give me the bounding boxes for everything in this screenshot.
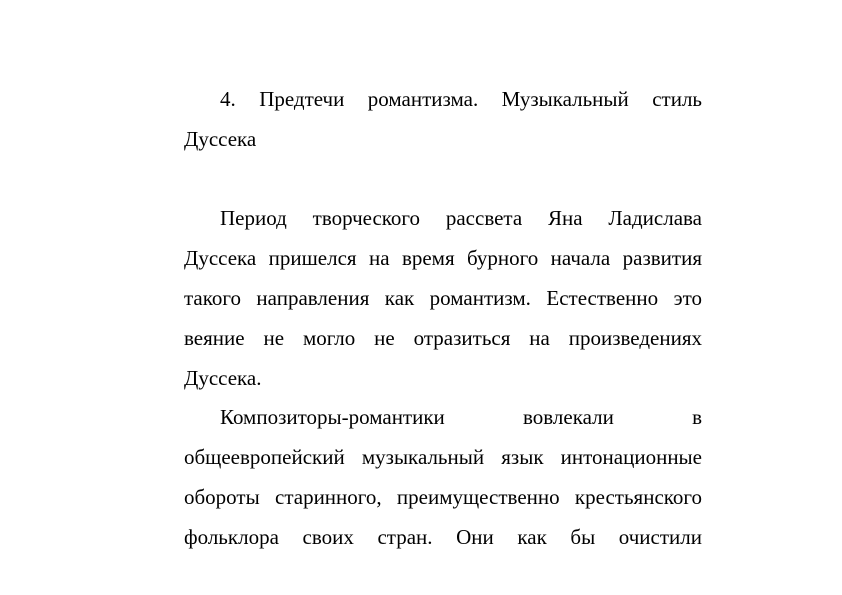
paragraph-line: общеевропейский музыкальный язык интонационные	[184, 445, 702, 469]
paragraph-line: обороты старинного, преимущественно крестьянского	[184, 485, 702, 509]
paragraph-line: Период творческого рассвета Яна Ладислава	[220, 206, 702, 230]
paragraph-line: Дуссека.	[184, 366, 262, 390]
paragraph-line: фольклора своих стран. Они как бы очистили	[184, 525, 702, 549]
paragraph-line: веяние не могло не отразиться на произведениях	[184, 326, 702, 350]
paragraph-line: такого направления как романтизм. Естественно это	[184, 286, 702, 310]
heading-line: 4. Предтечи романтизма. Музыкальный стиль	[220, 87, 702, 111]
paragraph-line: Композиторы-романтики вовлекали в	[220, 405, 702, 429]
heading-line: Дуссека	[184, 127, 257, 151]
paragraph-line: Дуссека пришелся на время бурного начала развития	[184, 246, 702, 270]
